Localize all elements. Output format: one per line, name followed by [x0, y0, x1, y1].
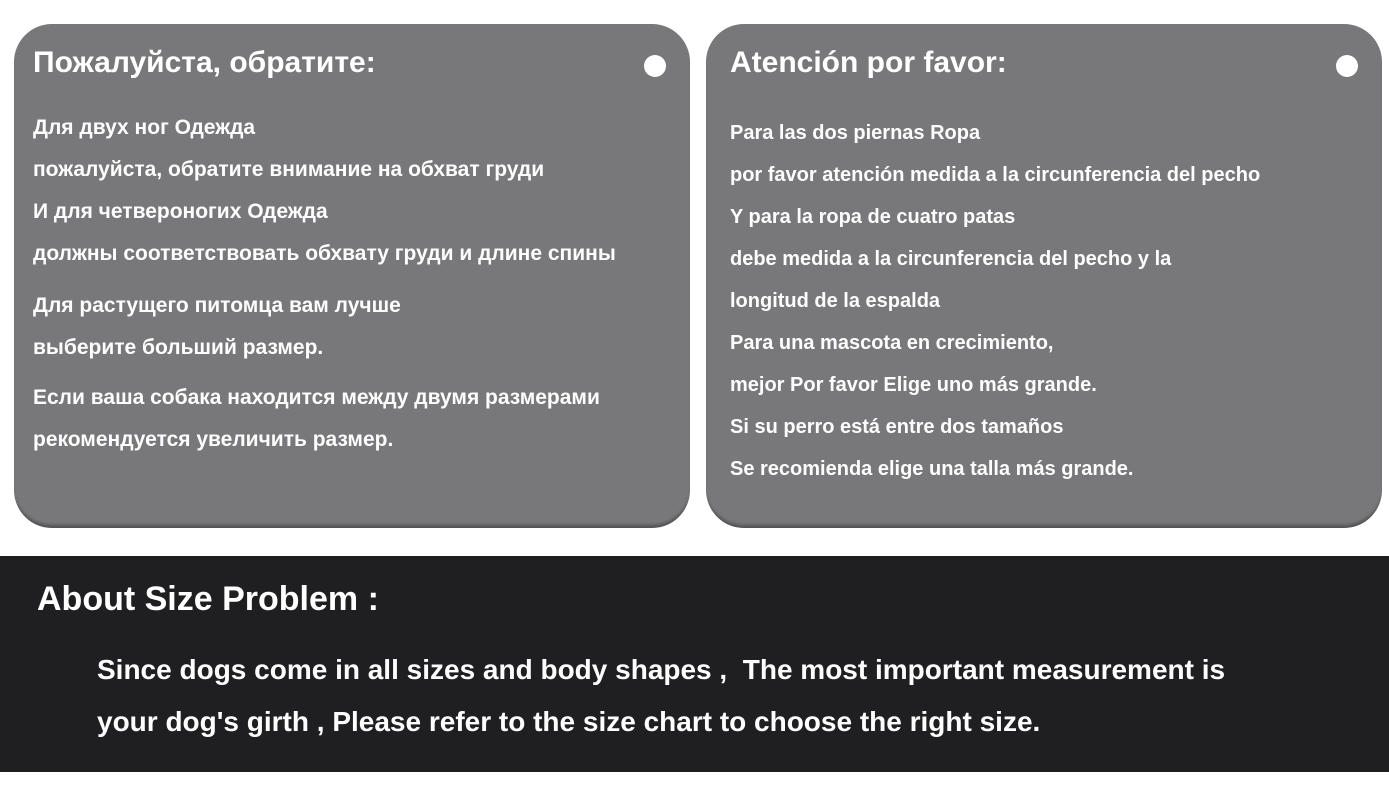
russian-notice-panel — [14, 24, 690, 528]
note-line: рекомендуется увеличить размер. — [33, 428, 394, 451]
spanish-notice-body — [730, 112, 1260, 490]
russian-notice-body — [33, 107, 616, 461]
note-line: debe medida a la circunferencia del pecho y la — [730, 248, 1172, 270]
note-line: Для растущего питомца вам лучше — [33, 294, 401, 317]
note-line: Se recomienda elige una talla más grande. — [730, 458, 1134, 480]
note-line: Если ваша собака находится между двумя размерами — [33, 386, 600, 409]
note-line: Для двух ног Одежда — [33, 116, 256, 139]
spanish-notice-title: Atención por favor: — [730, 46, 1007, 79]
spanish-notice-panel — [706, 24, 1382, 528]
russian-notice-title: Пожалуйста, обратите: — [33, 46, 376, 79]
note-line: por favor atención medida a la circunferencia del pecho — [730, 164, 1261, 186]
note-line: Para las dos piernas Ropa — [730, 122, 981, 144]
note-line: выберите больший размер. — [33, 336, 324, 359]
size-problem-section — [0, 556, 1389, 772]
note-line: пожалуйста, обратите внимание на обхват груди — [33, 158, 545, 181]
note-line: И для четвероногих Одежда — [33, 200, 328, 223]
note-line: должны соответствовать обхвату груди и длине спины — [33, 242, 616, 265]
note-line: Y para la ropa de cuatro patas — [730, 206, 1016, 228]
bullet-circle-icon — [644, 55, 666, 77]
note-line: your dog's girth , Please refer to the size chart to choose the right size. — [97, 706, 1041, 737]
note-line: Si su perro está entre dos tamaños — [730, 416, 1064, 438]
size-problem-title: About Size Problem : — [37, 580, 379, 618]
bullet-circle-icon — [1336, 55, 1358, 77]
note-line: Para una mascota en crecimiento, — [730, 332, 1054, 354]
note-line: longitud de la espalda — [730, 290, 941, 312]
size-problem-body — [97, 644, 1225, 748]
note-line: Since dogs come in all sizes and body shapes , The most important measurement is — [97, 654, 1226, 685]
note-line: mejor Por favor Elige uno más grande. — [730, 374, 1097, 396]
